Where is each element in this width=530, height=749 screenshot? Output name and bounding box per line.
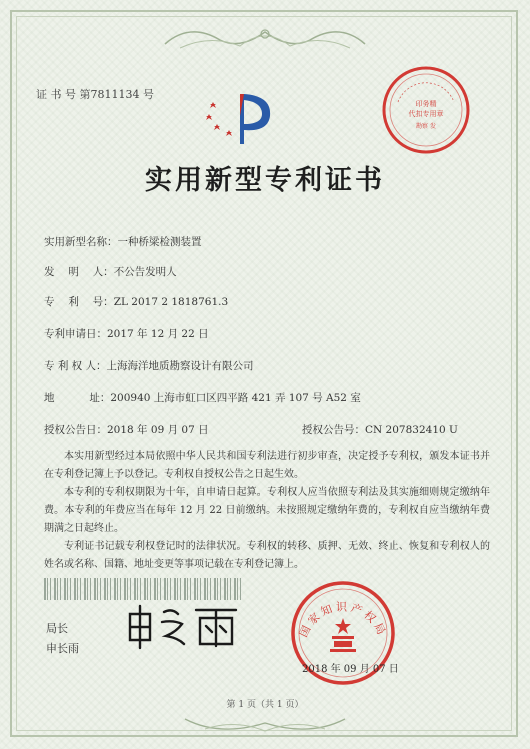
svg-text:代扣专用章: 代扣专用章 <box>408 110 444 118</box>
grant-number-row <box>302 422 458 437</box>
utility-model-name-value: 一种桥梁检测装置 <box>117 236 202 248</box>
barcode-bar <box>187 578 188 600</box>
grant-date-row <box>44 422 209 437</box>
barcode-bar <box>147 578 148 600</box>
seal-date: 2018 年 09 月 07 日 <box>302 664 399 675</box>
paragraph-grant-statement: 本实用新型经过本局依照中华人民共和国专利法进行初步审查，决定授予专利权，颁发本证书并在专利登记簿上予以登记。专利权自授权公告之日起生效。 <box>44 451 490 480</box>
barcode-bar <box>67 578 68 600</box>
patentee-label: 专 利 权 人： <box>44 360 107 372</box>
paragraph-legal-status: 专利证书记载专利权登记时的法律状况。专利权的转移、质押、无效、终止、恢复和专利权人的姓名或名称、国籍、地址变更等事项记载在专利登记簿上。 <box>44 541 490 570</box>
grant-date-label: 授权公告日： <box>44 424 107 436</box>
barcode-bar <box>57 578 58 600</box>
filing-date-label: 专利申请日： <box>44 328 107 340</box>
barcode-bar <box>140 578 141 600</box>
barcode-bar <box>234 578 236 600</box>
utility-model-name-label: 实用新型名称： <box>44 236 118 248</box>
filing-date-value: 2017 年 12 月 22 日 <box>107 328 209 340</box>
address-value: 200940 上海市虹口区四平路 421 弄 107 号 A52 室 <box>110 392 361 404</box>
filing-date-row <box>44 326 209 341</box>
patentee-value: 上海海洋地质勘察设计有限公司 <box>106 360 254 372</box>
barcode-bar <box>44 578 46 600</box>
barcode-bar <box>120 578 121 600</box>
barcode-bar <box>237 578 238 600</box>
barcode-bar <box>190 578 191 600</box>
barcode-bar <box>104 578 106 600</box>
patent-number-label: 专 利 号： <box>44 296 114 308</box>
barcode-bar <box>84 578 86 600</box>
barcode-bar <box>170 578 171 600</box>
barcode-bar <box>64 578 66 600</box>
barcode-bar <box>180 578 181 600</box>
barcode-bar <box>220 578 221 600</box>
director-title: 局长 <box>46 622 68 635</box>
barcode-bar <box>210 578 211 600</box>
barcode-bar <box>160 578 161 600</box>
barcode-bar <box>70 578 71 600</box>
barcode-bar <box>177 578 178 600</box>
patent-number-value: ZL 2017 2 1818761.3 <box>113 296 229 308</box>
inventor-row <box>44 264 177 279</box>
barcode-bar <box>184 578 186 600</box>
bottom-ornament <box>180 715 350 737</box>
barcode-bar <box>230 578 231 600</box>
barcode-bar <box>157 578 158 600</box>
barcode-bar <box>110 578 111 600</box>
barcode-bar <box>77 578 78 600</box>
barcode-bar <box>80 578 81 600</box>
company-seal <box>378 62 474 158</box>
inventor-value: 不公告发明人 <box>113 266 177 278</box>
barcode-bar <box>174 578 176 600</box>
paragraph-term-and-fees: 本专利的专利权期限为十年，自申请日起算。专利权人应当依照专利法及其实施细则规定缴纳年费。本专利的年费应当在每年 12 月 22 日前缴纳。未按照规定缴纳年费的，专利权自应当缴纳年费期满之日起终止。 <box>44 487 490 534</box>
barcode-bar <box>150 578 151 600</box>
address-label: 地 址： <box>44 392 111 404</box>
barcode-bar <box>164 578 166 600</box>
director-signature <box>120 600 250 650</box>
inventor-label: 发 明 人： <box>44 266 114 278</box>
svg-text:印务精: 印务精 <box>415 100 437 108</box>
barcode-bar <box>117 578 118 600</box>
certificate-number: 证 书 号 第7811134 号 <box>36 88 154 101</box>
certificate-title: 实用新型专利证书 <box>145 165 385 196</box>
top-ornament <box>160 22 370 52</box>
page-indicator: 第 1 页（共 1 页） <box>226 700 304 710</box>
grant-number-value: CN 207832410 U <box>365 424 458 436</box>
grant-date-value: 2018 年 09 月 07 日 <box>107 424 209 436</box>
barcode-bar <box>127 578 128 600</box>
barcode <box>44 578 244 600</box>
barcode-bar <box>124 578 126 600</box>
barcode-bar <box>87 578 88 600</box>
barcode-bar <box>197 578 198 600</box>
barcode-bar <box>144 578 146 600</box>
grant-number-label: 授权公告号： <box>302 424 365 436</box>
barcode-bar <box>214 578 216 600</box>
barcode-bar <box>200 578 201 600</box>
svg-text:国家知识产权局: 国家知识产权局 <box>296 600 390 640</box>
barcode-bar <box>54 578 56 600</box>
barcode-bar <box>137 578 138 600</box>
barcode-bar <box>204 578 206 600</box>
barcode-bar <box>94 578 96 600</box>
barcode-bar <box>217 578 218 600</box>
barcode-bar <box>224 578 226 600</box>
barcode-bar <box>240 578 241 600</box>
barcode-bar <box>154 578 156 600</box>
barcode-bar <box>130 578 131 600</box>
barcode-bar <box>100 578 101 600</box>
utility-model-name-row <box>44 234 202 249</box>
svg-text:勘察 发: 勘察 发 <box>416 123 436 130</box>
patentee-row <box>44 358 254 373</box>
barcode-bar <box>134 578 136 600</box>
barcode-bar <box>50 578 51 600</box>
barcode-bar <box>107 578 108 600</box>
director-name: 申长雨 <box>46 642 79 655</box>
barcode-bar <box>207 578 208 600</box>
barcode-bar <box>74 578 76 600</box>
barcode-bar <box>47 578 48 600</box>
address-row <box>44 390 361 405</box>
barcode-bar <box>167 578 168 600</box>
barcode-bar <box>90 578 91 600</box>
barcode-bar <box>114 578 116 600</box>
barcode-bar <box>60 578 61 600</box>
barcode-bar <box>227 578 228 600</box>
patent-office-logo <box>200 86 280 146</box>
patent-number-row <box>44 294 228 309</box>
barcode-bar <box>194 578 196 600</box>
barcode-bar <box>97 578 98 600</box>
